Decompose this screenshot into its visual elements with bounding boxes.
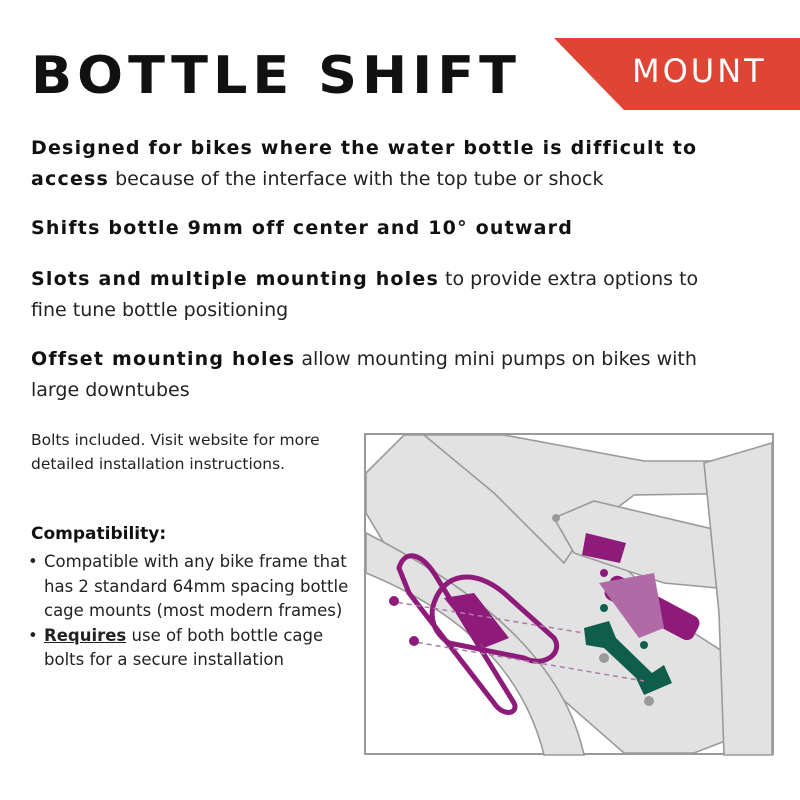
compatibility-item: • Compatible with any bike frame that has 2 standard 64mm spacing bottle cage mounts (most modern frames) — [28, 550, 358, 624]
product-title: BOTTLE SHIFT — [31, 45, 521, 106]
feature-3: Slots and multiple mounting holes to provide extra options to fine tune bottle positioning — [31, 268, 699, 321]
compatibility-heading: Compatibility: — [31, 524, 167, 544]
feature-4: Offset mounting holes allow mounting mini pumps on bikes with large downtubes — [31, 348, 697, 401]
compatibility-item: • Requires use of both bottle cage bolts for a secure installation — [28, 624, 358, 673]
feature-1: Designed for bikes where the water bottle is difficult to access because of the interface with the top tube or shock — [31, 137, 698, 190]
compatibility-list — [28, 550, 358, 673]
mount-badge: MOUNT — [632, 52, 767, 90]
feature-2: Shifts bottle 9mm off center and 10° outward — [31, 217, 574, 239]
installation-note: Bolts included. Visit website for more detailed installation instructions. — [31, 431, 320, 473]
installation-illustration — [364, 433, 774, 757]
